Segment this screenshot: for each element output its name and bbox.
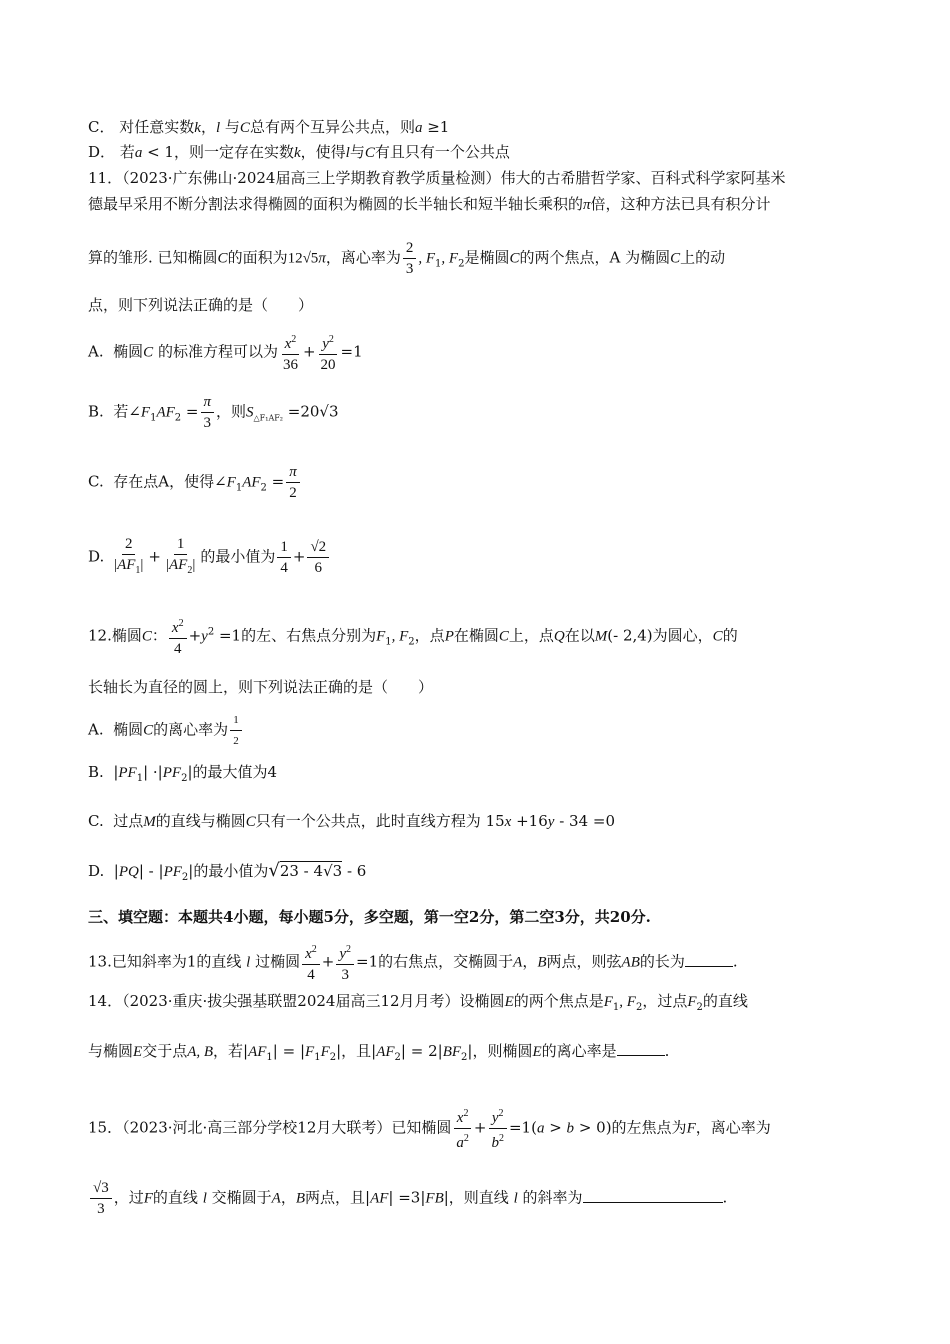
option-text: 若a < 1，则一定存在实数k，使得l与C有且只有一个公共点 <box>119 143 510 161</box>
q11-stem-line4: 点，则下列说法正确的是（ ） <box>88 296 314 314</box>
option-label: D. <box>88 862 105 880</box>
q13: 13.已知斜率为1的直线 l 过椭圆 $\frac{x^2}{4}$ + $\frac{y^2}{3}$ =1的右焦点，交椭圆于A，B两点，则弦AB的长为 . <box>88 940 738 985</box>
q11-stem-line3: 算的雏形. 已知椭圆C的面积为12√5π，离心率为 $\frac{2}{3}$ , $F_1$, $F_2$是椭圆C的两个焦点，A 为椭圆C上的动 <box>88 240 726 277</box>
option-label: B. <box>88 763 104 781</box>
q11-stem-line1: 11．（2023·广东佛山·2024届高三上学期教育教学质量检测）伟大的古希腊哲学家、百科式科学家阿基米 <box>88 169 786 187</box>
option-label: B. <box>88 402 104 421</box>
answer-blank[interactable] <box>685 952 733 967</box>
q12-stem-line2: 长轴长为直径的圆上，则下列说法正确的是（ ） <box>88 678 434 696</box>
answer-blank[interactable] <box>617 1041 665 1056</box>
option-label: A. <box>88 342 104 361</box>
q12-option-d: D. $|PQ| - |PF_2|$的最小值为√23 - 4√3 - 6 <box>88 860 367 883</box>
q12-stem-line1: 12.椭圆C： $\frac{x^2}{4}$ $+y^2 =1$的左、右焦点分别为$F_1$, $F_2$，点P在椭圆C上，点Q在以M(- 2,4)为圆心，C的 <box>88 614 738 659</box>
q14-line1: 14．（2023·重庆·拔尖强基联盟2024届高三12月月考）设椭圆E的两个焦点是$F_1$, $F_2$，过点$F_2$的直线 <box>88 992 748 1013</box>
answer-blank[interactable] <box>583 1188 723 1203</box>
q11-option-d: D. $\frac{2}{|AF_1|}$ + $\frac{1}{|AF_2|}$ 的最小值为 $\frac{1}{4}$ + $\frac{√2}{6}$ <box>88 534 331 581</box>
q15-line2: $\frac{√3}{3}$ ，过F的直线 l 交椭圆于A，B两点，且|AF| =3|FB|，则直线 l 的斜率为 . <box>88 1178 727 1219</box>
option-label: C． <box>88 118 115 136</box>
q11-option-c: C. 存在点A，使得$\angle F_1AF_2$ = $\frac{\pi}{2}$ <box>88 462 302 503</box>
option-label: C. <box>88 812 104 830</box>
option-text: 对任意实数k，l 与C总有两个互异公共点，则a ≥1 <box>119 118 450 136</box>
q11-option-b: B. 若$\angle F_1AF_2$ = $\frac{\pi}{3}$ ，则$S_{\triangle F_1AF_2} =20√3$ <box>88 394 339 431</box>
q11-stem-line2: 德最早采用不断分割法求得椭圆的面积为椭圆的长半轴长和短半轴长乘积的π倍，这种方法已具有积分计 <box>88 195 771 213</box>
q12-option-c: C. 过点M的直线与椭圆C只有一个公共点，此时直线方程为 15x +16y - 34 =0 <box>88 812 616 830</box>
q12-option-b: B. $|PF_1| \cdot|PF_2|$的最大值为4 <box>88 763 278 784</box>
q10-option-c <box>88 116 449 139</box>
q12-option-a: A. 椭圆C的离心率为 $\frac{1}{2}$ <box>88 710 244 751</box>
option-label: D． <box>88 143 116 161</box>
q15-line1: 15．（2023·河北·高三部分学校12月大联考）已知椭圆 $\frac{x^2}{a^2}$ + $\frac{y^2}{b^2}$ =1(a > b > 0)的左焦点为F，离心率为 <box>88 1104 771 1153</box>
option-label: A. <box>88 720 104 739</box>
q10-option-d <box>88 141 510 164</box>
section-3-heading: 三、填空题：本题共4小题，每小题5分，多空题，第一空2分，第二空3分，共20分. <box>88 908 651 926</box>
option-label: C. <box>88 472 104 491</box>
q11-option-a: A. 椭圆C 的标准方程可以为 $\frac{x^2}{36}$ + $\frac{y^2}{20}$ =1 <box>88 330 363 375</box>
q14-line2: 与椭圆E交于点A, B，若$|AF_1| = |F_1F_2|$，且$|AF_2| = 2|BF_2|$，则椭圆E的离心率是 . <box>88 1042 670 1063</box>
option-label: D. <box>88 547 105 566</box>
